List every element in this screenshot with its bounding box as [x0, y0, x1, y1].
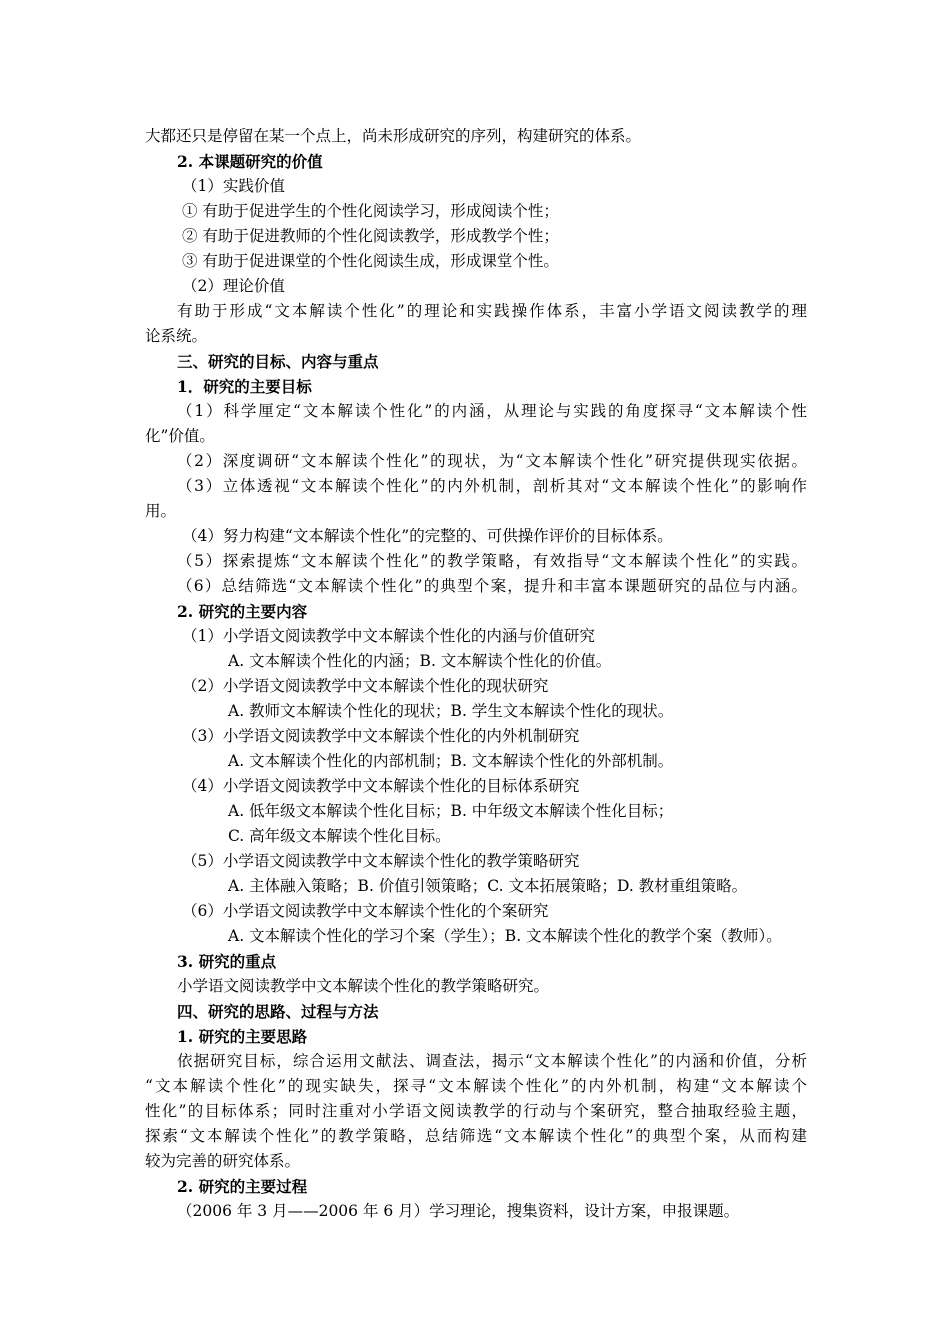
subsection-heading: （2）理论价值	[182, 277, 285, 295]
list-item: A. 主体融入策略；B. 价值引领策略；C. 文本拓展策略；D. 教材重组策略。	[228, 877, 748, 895]
subsection-heading: （3）小学语文阅读教学中文本解读个性化的内外机制研究	[182, 727, 580, 745]
paragraph-line: 用。	[145, 502, 177, 520]
paragraph-line: 依据研究目标，综合运用文献法、调查法，揭示“文本解读个性化”的内涵和价值，分析	[177, 1052, 807, 1070]
list-item: C. 高年级文本解读个性化目标。	[228, 827, 451, 845]
subsection-heading: （2）小学语文阅读教学中文本解读个性化的现状研究	[182, 677, 549, 695]
paragraph-line: （1）科学厘定“文本解读个性化”的内涵，从理论与实践的角度探寻“文本解读个性	[177, 402, 807, 420]
list-item: A. 教师文本解读个性化的现状；B. 学生文本解读个性化的现状。	[228, 702, 674, 720]
paragraph-line: 论系统。	[145, 327, 208, 345]
subsection-heading: （5）小学语文阅读教学中文本解读个性化的教学策略研究	[182, 852, 580, 870]
chapter-heading: 三、研究的目标、内容与重点	[177, 352, 379, 371]
paragraph-line: 性化”的目标体系；同时注重对小学语文阅读教学的行动与个案研究，整合抽取经验主题，	[145, 1102, 807, 1120]
paragraph-line: 有助于形成“文本解读个性化”的理论和实践操作体系，丰富小学语文阅读教学的理	[177, 302, 807, 320]
subsection-heading: （1）小学语文阅读教学中文本解读个性化的内涵与价值研究	[182, 627, 595, 645]
paragraph-line: “文本解读个性化”的现实缺失，探寻“文本解读个性化”的内外机制，构建“文本解读个	[145, 1077, 807, 1095]
paragraph-line: （4）努力构建“文本解读个性化”的完整的、可供操作评价的目标体系。	[182, 527, 673, 545]
paragraph-line: 探索“文本解读个性化”的教学策略，总结筛选“文本解读个性化”的典型个案，从而构建	[145, 1127, 807, 1145]
section-heading: 3. 研究的重点	[177, 952, 277, 971]
paragraph-line: （2）深度调研“文本解读个性化”的现状，为“文本解读个性化”研究提供现实依据。	[177, 452, 807, 470]
list-item: ② 有助于促进教师的个性化阅读教学，形成教学个性；	[182, 227, 559, 245]
paragraph-line: 较为完善的研究体系。	[145, 1152, 301, 1170]
paragraph-line: 小学语文阅读教学中文本解读个性化的教学策略研究。	[177, 977, 550, 995]
chapter-heading: 四、研究的思路、过程与方法	[177, 1002, 379, 1021]
list-item: ③ 有助于促进课堂的个性化阅读生成，形成课堂个性。	[182, 252, 559, 270]
section-heading: 2. 研究的主要内容	[177, 602, 308, 621]
list-item: A. 低年级文本解读个性化目标；B. 中年级文本解读个性化目标；	[228, 802, 674, 820]
paragraph-line: （2006 年 3 月——2006 年 6 月）学习理论，搜集资料，设计方案，申报课题。	[177, 1202, 740, 1220]
paragraph-line: （6）总结筛选“文本解读个性化”的典型个案，提升和丰富本课题研究的品位与内涵。	[177, 577, 807, 595]
paragraph-line: 大都还只是停留在某一个点上，尚未形成研究的序列，构建研究的体系。	[145, 127, 642, 145]
paragraph-line: 化”价值。	[145, 427, 215, 445]
paragraph-line: （3）立体透视“文本解读个性化”的内外机制，剖析其对“文本解读个性化”的影响作	[177, 477, 807, 495]
list-item: A. 文本解读个性化的学习个案（学生）；B. 文本解读个性化的教学个案（教师）。	[228, 927, 782, 945]
section-heading: 2. 本课题研究的价值	[177, 152, 323, 171]
subsection-heading: （6）小学语文阅读教学中文本解读个性化的个案研究	[182, 902, 549, 920]
subsection-heading: （4）小学语文阅读教学中文本解读个性化的目标体系研究	[182, 777, 580, 795]
list-item: ① 有助于促进学生的个性化阅读学习，形成阅读个性；	[182, 202, 559, 220]
section-heading: 2. 研究的主要过程	[177, 1177, 308, 1196]
list-item: A. 文本解读个性化的内部机制；B. 文本解读个性化的外部机制。	[228, 752, 674, 770]
section-heading: 1．研究的主要目标	[177, 377, 312, 396]
paragraph-line: （5）探索提炼“文本解读个性化”的教学策略，有效指导“文本解读个性化”的实践。	[177, 552, 807, 570]
list-item: A. 文本解读个性化的内涵；B. 文本解读个性化的价值。	[228, 652, 612, 670]
subsection-heading: （1）实践价值	[182, 177, 285, 195]
section-heading: 1. 研究的主要思路	[177, 1027, 308, 1046]
